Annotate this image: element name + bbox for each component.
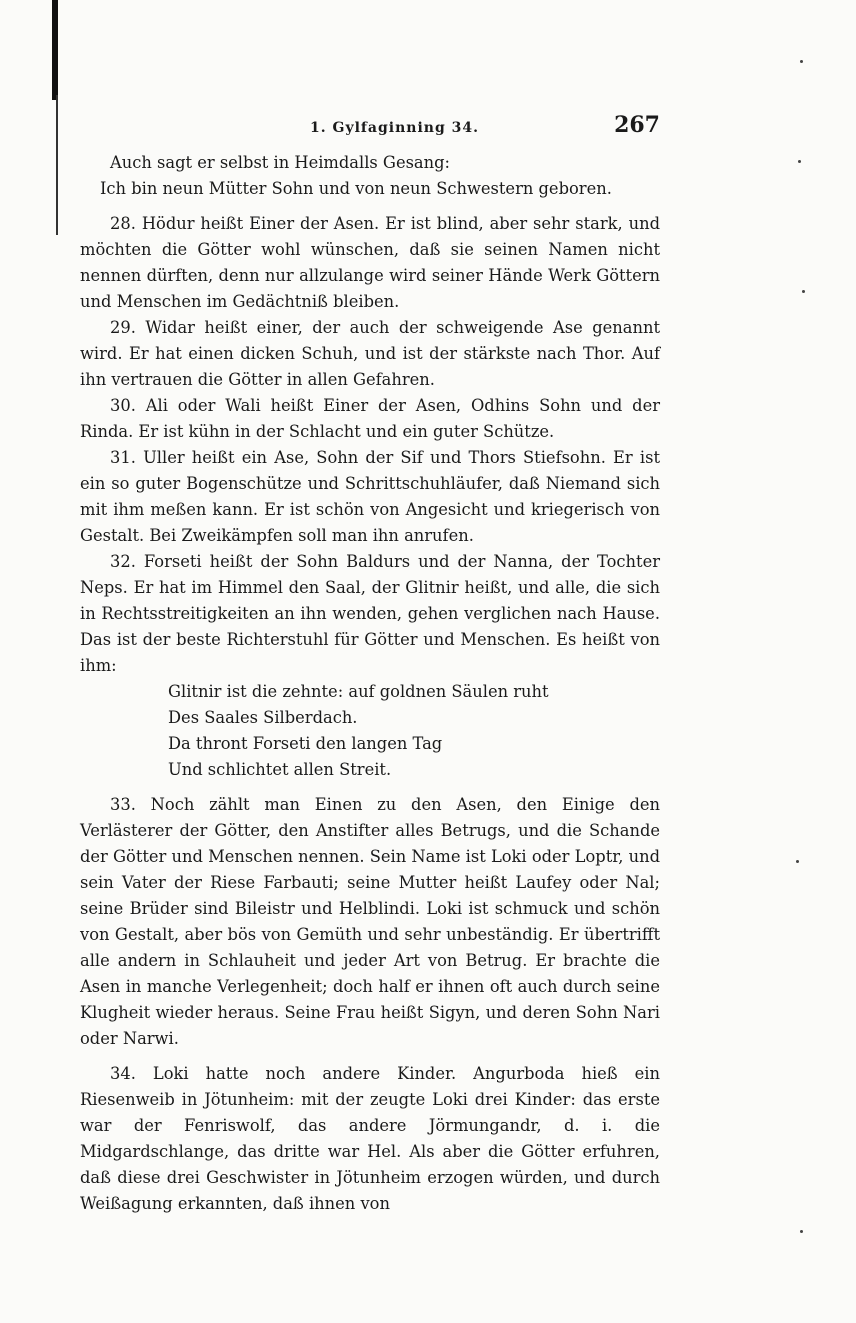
page-body <box>80 150 660 1217</box>
page-header <box>90 112 660 142</box>
running-head: 1. Gylfaginning 34. <box>310 120 479 136</box>
scan-edge-mark <box>52 0 58 100</box>
page-number: 267 <box>614 112 660 138</box>
scan-edge-mark <box>56 95 58 235</box>
verse-line: Des Saales Silberdach. <box>168 708 358 727</box>
scan-speck <box>800 1230 803 1233</box>
intro-line: Auch sagt er selbst in Heimdalls Gesang: <box>110 153 451 172</box>
verse-line: Und schlichtet allen Streit. <box>168 760 392 779</box>
paragraph-32: 32. Forseti heißt der Sohn Baldurs und der Nanna, der Tochter Neps. Er hat im Himmel den Saal, der Glitnir heißt, und alle, die sich in Rechtsstreitigkeiten an ihn wenden, gehen verglichen nach Hause. Das ist der beste Richterstuhl für Götter und Menschen. Es heißt von ihm: <box>80 552 660 675</box>
verse-line: Da thront Forseti den langen Tag <box>168 734 443 753</box>
paragraph-34: 34. Loki hatte noch andere Kinder. Angurboda hieß ein Riesenweib in Jötunheim: mit der zeugte Loki drei Kinder: das erste war der Fenriswolf, das andere Jörmungandr, d. i. die Midgardschlange, das dritte war Hel. Als aber die Götter erfuhren, daß diese drei Geschwister in Jötunheim erzogen würden, und durch Weißagung erkannten, daß ihnen von <box>80 1064 660 1213</box>
quote-line: Ich bin neun Mütter Sohn und von neun Schwestern geboren. <box>100 179 612 198</box>
paragraph-28: 28. Hödur heißt Einer der Asen. Er ist blind, aber sehr stark, und möchten die Götter wohl wünschen, daß sie seinen Namen nicht nennen dürften, denn nur allzulange wird seiner Hände Werk Göttern und Menschen im Gedächtniß bleiben. <box>80 214 660 311</box>
scan-speck <box>796 860 799 863</box>
scan-speck <box>802 290 805 293</box>
verse-line: Glitnir ist die zehnte: auf goldnen Säulen ruht <box>168 682 549 701</box>
paragraph-33: 33. Noch zählt man Einen zu den Asen, den Einige den Verlästerer der Götter, den Anstifter alles Betrugs, und die Schande der Götter und Menschen nennen. Sein Name ist Loki oder Loptr, und sein Vater der Riese Farbauti; seine Mutter heißt Laufey oder Nal; seine Brüder sind Bileistr und Helblindi. Loki ist schmuck und schön von Gestalt, aber bös von Gemüth und sehr unbeständig. Er übertrifft alle andern in Schlauheit und jeder Art von Betrug. Er brachte die Asen in manche Verlegenheit; doch half er ihnen oft auch durch seine Klugheit wieder heraus. Seine Frau heißt Sigyn, und deren Sohn Nari oder Narwi. <box>80 795 660 1048</box>
paragraph-31: 31. Uller heißt ein Ase, Sohn der Sif und Thors Stiefsohn. Er ist ein so guter Bogenschütze und Schrittschuhläufer, daß Niemand sich mit ihm meßen kann. Er ist schön von Angesicht und kriegerisch von Gestalt. Bei Zweikämpfen soll man ihn anrufen. <box>80 448 660 545</box>
scan-speck <box>798 160 801 163</box>
scan-speck <box>800 60 803 63</box>
paragraph-30: 30. Ali oder Wali heißt Einer der Asen, Odhins Sohn und der Rinda. Er ist kühn in der Schlacht und ein guter Schütze. <box>80 396 660 441</box>
paragraph-29: 29. Widar heißt einer, der auch der schweigende Ase genannt wird. Er hat einen dicken Schuh, und ist der stärkste nach Thor. Auf ihn vertrauen die Götter in allen Gefahren. <box>80 318 660 389</box>
verse-block <box>80 679 660 783</box>
